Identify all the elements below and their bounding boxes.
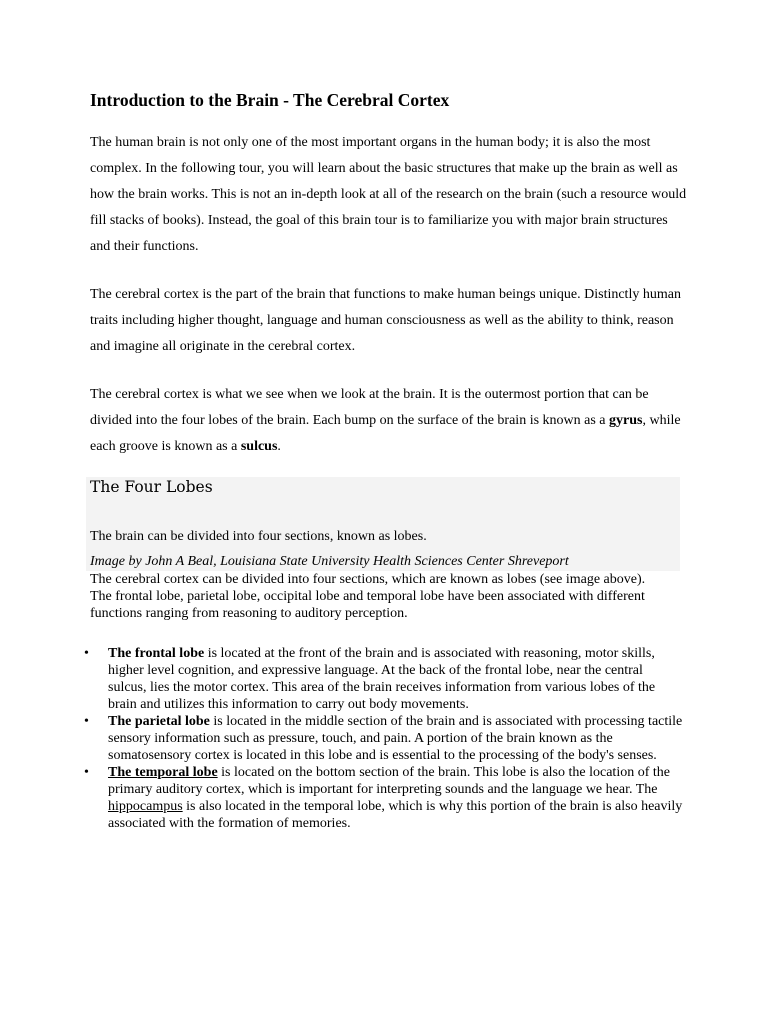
frontal-lobe-description: is located at the front of the brain and is associated with reasoning, motor skills, higher level cognition, and expressive language. At the back of the frontal lobe, near the central sulcus, lies the motor cortex. This area of the brain receives information from various lobes of the brain and utilizes this information to carry out body movements. <box>108 646 656 712</box>
list-item-parietal-lobe <box>84 713 684 764</box>
list-item-frontal-lobe <box>84 645 684 713</box>
lobes-list <box>84 645 684 832</box>
image-credit: Image by John A Beal, Louisiana State University Health Sciences Center Shreveport <box>90 554 569 569</box>
page-title: Introduction to the Brain - The Cerebral Cortex <box>90 90 450 110</box>
temporal-lobe-term: The temporal lobe <box>108 765 218 780</box>
parietal-lobe-description: is located in the middle section of the brain and is associated with processing tactile sensory information such as pressure, touch, and pain. A portion of the brain known as the somatosensory cortex is located in this lobe and is essential to the processing of the body's senses. <box>108 714 683 763</box>
image-caption: The brain can be divided into four sections, known as lobes. <box>90 529 427 544</box>
bullet-marker: • <box>84 714 89 729</box>
intro-paragraph-3 <box>90 382 690 460</box>
bullet-marker: • <box>84 646 89 661</box>
intro-paragraph-2: The cerebral cortex is the part of the brain that functions to make human beings unique. Distinctly human traits including higher thought, language and human consciousness as well as the ability to think, reason and imagine all originate in the cerebral cortex. <box>90 287 681 354</box>
intro-paragraph-1: The human brain is not only one of the most important organs in the human body; it is also the most complex. In the following tour, you will learn about the basic structures that make up the brain as well as how the brain works. This is not an in-depth look at all of the research on the brain (such a resource would fill stacks of books). Instead, the goal of this brain tour is to familiarize you with major brain structures and their functions. <box>90 135 687 254</box>
term-sulcus: sulcus <box>240 439 278 454</box>
paragraph-text: . <box>277 439 281 454</box>
hippocampus-link[interactable]: hippocampus <box>108 799 183 814</box>
term-gyrus: gyrus <box>609 413 643 428</box>
paragraph-text: , while each groove is known as a <box>90 413 681 454</box>
temporal-lobe-description-end: is also located in the temporal lobe, which is why this portion of the brain is also heavily associated with the formation of memories. <box>108 799 683 831</box>
paragraph-text: The cerebral cortex is what we see when we look at the brain. It is the outermost portion that can be divided into the four lobes of the brain. Each bump on the surface of the brain is known as a <box>90 387 649 428</box>
frontal-lobe-term: The frontal lobe <box>108 646 205 661</box>
parietal-lobe-term: The parietal lobe <box>108 714 210 729</box>
lobes-summary-paragraph: The cerebral cortex can be divided into four sections, which are known as lobes (see image above). The frontal lobe, parietal lobe, occipital lobe and temporal lobe have been associated with different functions ranging from reasoning to auditory perception. <box>90 572 646 621</box>
list-item-temporal-lobe <box>84 764 684 832</box>
bullet-marker: • <box>84 765 89 780</box>
temporal-lobe-description: is located on the bottom section of the brain. This lobe is also the location of the primary auditory cortex, which is important for interpreting sounds and the language we hear. The <box>108 765 670 797</box>
section-heading-four-lobes: The Four Lobes <box>90 478 213 496</box>
